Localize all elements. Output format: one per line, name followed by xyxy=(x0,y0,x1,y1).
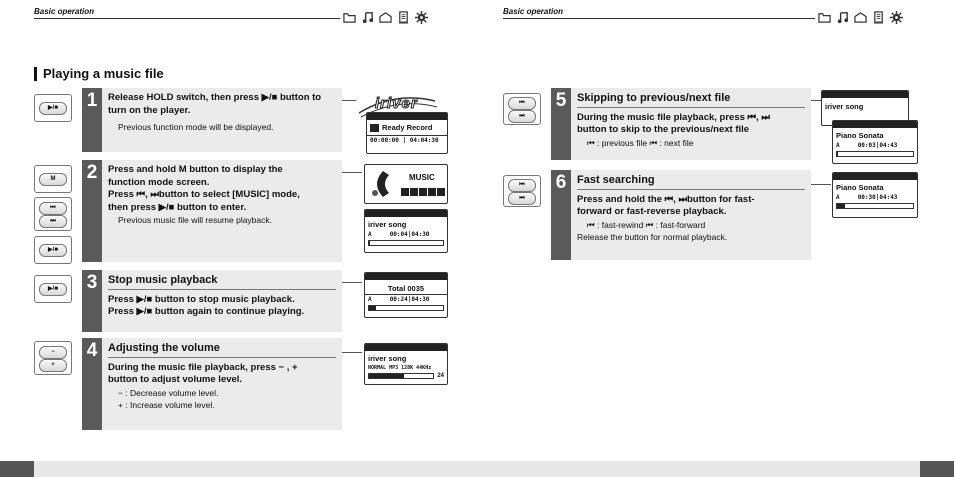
step-note: Previous music file will resume playback. xyxy=(118,215,272,225)
home-icon xyxy=(854,11,867,24)
lcd-song: Piano Sonata xyxy=(836,131,884,140)
lcd-mode: A xyxy=(368,296,372,303)
screen-volume xyxy=(364,343,448,385)
m-button[interactable]: M xyxy=(39,173,67,186)
prev-button[interactable]: ⏮ xyxy=(508,179,536,192)
button-box-step4 xyxy=(34,341,72,375)
header-label-right: Basic operation xyxy=(503,7,564,16)
lcd-song: iriver song xyxy=(825,102,864,111)
step-2 xyxy=(82,160,342,262)
volume-bar xyxy=(368,373,434,379)
music-note-icon xyxy=(836,11,849,24)
step-title: Adjusting the volume xyxy=(108,342,336,358)
progress-fill xyxy=(369,306,376,310)
step-line: turn on the player. xyxy=(108,104,191,116)
folder-icon xyxy=(343,11,356,24)
step-line: button to adjust volume level. xyxy=(108,374,243,385)
step-title: Stop music playback xyxy=(108,274,336,290)
header-rule-left xyxy=(34,18,340,19)
lcd-time-row xyxy=(833,141,917,150)
step-note: ⏮ : fast-rewind ⏮ : fast-forward xyxy=(587,219,706,230)
status-bar xyxy=(367,113,447,120)
play-stop-button[interactable]: ▶/■ xyxy=(39,283,67,296)
status-bar xyxy=(833,121,917,128)
status-bar xyxy=(365,344,447,351)
lcd-mode: A xyxy=(836,142,840,149)
step-line: forward or fast-reverse playback. xyxy=(577,206,727,217)
lcd-time-row xyxy=(365,230,447,239)
footer-tab-left xyxy=(0,461,34,477)
play-stop-button[interactable]: ▶/■ xyxy=(39,102,67,115)
speaker-icon xyxy=(369,169,395,199)
progress-bar xyxy=(368,305,444,311)
next-button[interactable]: ⏭ xyxy=(508,192,536,205)
step-note: Previous function mode will be displayed. xyxy=(118,122,274,132)
lcd-mode: A xyxy=(836,194,840,201)
step-note: Release the button for normal playback. xyxy=(577,232,728,242)
connector-line xyxy=(811,184,831,185)
step-line: Release HOLD switch, then press ▶/■ button to xyxy=(108,92,322,103)
step-6 xyxy=(551,170,811,260)
lcd-time: 00:04|04:30 xyxy=(389,231,430,238)
section-title: Playing a music file xyxy=(34,67,164,81)
screen-fast-search xyxy=(832,172,918,218)
progress-fill xyxy=(837,152,838,156)
step-line: button to skip to the previous/next file xyxy=(577,124,750,135)
step-line: Press ⏮, ⏭button to select [MUSIC] mode, xyxy=(108,189,300,200)
lcd-song: Piano Sonata xyxy=(836,183,884,192)
step-number: 2 xyxy=(82,160,102,262)
progress-fill xyxy=(369,241,370,245)
lcd-song: iriver song xyxy=(368,354,407,363)
progress-bar xyxy=(836,151,914,157)
step-number: 4 xyxy=(82,338,102,430)
step-number: 6 xyxy=(551,170,571,260)
button-box-step6 xyxy=(503,175,541,207)
mode-icon xyxy=(410,188,418,196)
button-box-step2-play xyxy=(34,236,72,264)
progress-fill xyxy=(837,204,845,208)
music-note-icon xyxy=(361,11,374,24)
button-box-step1 xyxy=(34,94,72,122)
connector-line xyxy=(811,100,821,101)
button-box-step2-m xyxy=(34,165,72,193)
status-bar xyxy=(822,91,908,98)
footer-bar xyxy=(34,461,920,477)
step-4 xyxy=(82,338,342,430)
lcd-time-row xyxy=(833,193,917,202)
step-number: 5 xyxy=(551,88,571,160)
step-line: During the music file playback, press ⏮, ⏭ xyxy=(577,111,770,123)
progress-bar xyxy=(368,240,444,246)
step-number: 1 xyxy=(82,88,102,152)
button-box-step2-skip xyxy=(34,197,72,231)
step-line: Press and hold M button to display the xyxy=(108,164,283,175)
lcd-time: 00:00:00 | 04:04:30 xyxy=(367,135,447,145)
header-icons-right xyxy=(818,11,903,24)
step-line: Press ▶/■ button to stop music playback. xyxy=(108,293,295,305)
footer-tab-right xyxy=(920,461,954,477)
header-rule-right xyxy=(503,18,815,19)
screen-stopped xyxy=(364,272,448,318)
mode-icon xyxy=(419,188,427,196)
step-number: 3 xyxy=(82,270,102,332)
mode-icon xyxy=(428,188,436,196)
lcd-time: 00:03|04:43 xyxy=(857,142,898,149)
mode-icons xyxy=(401,188,445,196)
connector-line xyxy=(342,352,362,353)
next-button[interactable]: ⏭ xyxy=(39,215,67,228)
lcd-info: NORMAL MP3 128K 44KHz xyxy=(368,365,432,371)
next-button[interactable]: ⏭ xyxy=(508,110,536,123)
button-box-step3 xyxy=(34,275,72,303)
lcd-record-row xyxy=(367,120,447,133)
step-note: − : Decrease volume level. xyxy=(118,387,219,398)
volume-level: 24 xyxy=(437,373,444,379)
step-title: Fast searching xyxy=(577,174,805,190)
mode-label: MUSIC xyxy=(409,173,435,182)
status-bar xyxy=(365,210,447,217)
volume-up-button[interactable]: + xyxy=(39,359,67,372)
mode-icon xyxy=(401,188,409,196)
screen-skip-next xyxy=(832,120,918,164)
play-stop-button[interactable]: ▶/■ xyxy=(39,244,67,257)
connector-line xyxy=(342,172,362,173)
volume-row xyxy=(365,372,447,380)
step-1 xyxy=(82,88,342,152)
status-bar xyxy=(365,273,447,280)
connector-line xyxy=(342,100,356,101)
step-line: Press and hold the ⏮, ⏭button for fast- xyxy=(577,193,755,205)
lcd-total: Total 0035 xyxy=(387,284,425,293)
volume-down-button[interactable]: − xyxy=(39,346,67,359)
connector-line xyxy=(342,282,362,283)
step-note: ⏮ : previous file ⏮ : next file xyxy=(587,137,694,148)
step-3 xyxy=(82,270,342,332)
volume-fill xyxy=(369,374,404,378)
prev-button[interactable]: ⏮ xyxy=(508,97,536,110)
gear-icon xyxy=(415,11,428,24)
screen-music-mode xyxy=(364,164,448,204)
lcd-mode: A xyxy=(368,231,372,238)
mode-icon xyxy=(437,188,445,196)
book-icon xyxy=(872,11,885,24)
step-line: Press ▶/■ button again to continue playing. xyxy=(108,306,305,317)
step-note: + : Increase volume level. xyxy=(118,400,215,410)
step-line: During the music file playback, press − , + xyxy=(108,361,298,373)
home-icon xyxy=(379,11,392,24)
lcd-time: 00:24|04:30 xyxy=(389,296,430,303)
lcd-time: 00:30|04:43 xyxy=(857,194,898,201)
step-line: then press ▶/■ button to enter. xyxy=(108,201,247,213)
step-title: Skipping to previous/next file xyxy=(577,92,805,108)
lcd-text: Ready Record xyxy=(382,123,433,132)
button-box-step5 xyxy=(503,93,541,125)
prev-button[interactable]: ⏮ xyxy=(39,202,67,215)
screen-ready-record xyxy=(366,112,448,154)
lcd-time-row xyxy=(365,294,447,304)
header-icons-left xyxy=(343,11,428,24)
gear-icon xyxy=(890,11,903,24)
record-icon xyxy=(370,124,379,132)
iriver-logo: iriver xyxy=(375,95,418,112)
step-line: function mode screen. xyxy=(108,176,210,188)
header-label-left: Basic operation xyxy=(34,7,95,16)
status-bar xyxy=(833,173,917,180)
progress-bar xyxy=(836,203,914,209)
folder-icon xyxy=(818,11,831,24)
screen-playback-1 xyxy=(364,209,448,253)
step-5 xyxy=(551,88,811,160)
lcd-song: iriver song xyxy=(368,220,407,229)
book-icon xyxy=(397,11,410,24)
